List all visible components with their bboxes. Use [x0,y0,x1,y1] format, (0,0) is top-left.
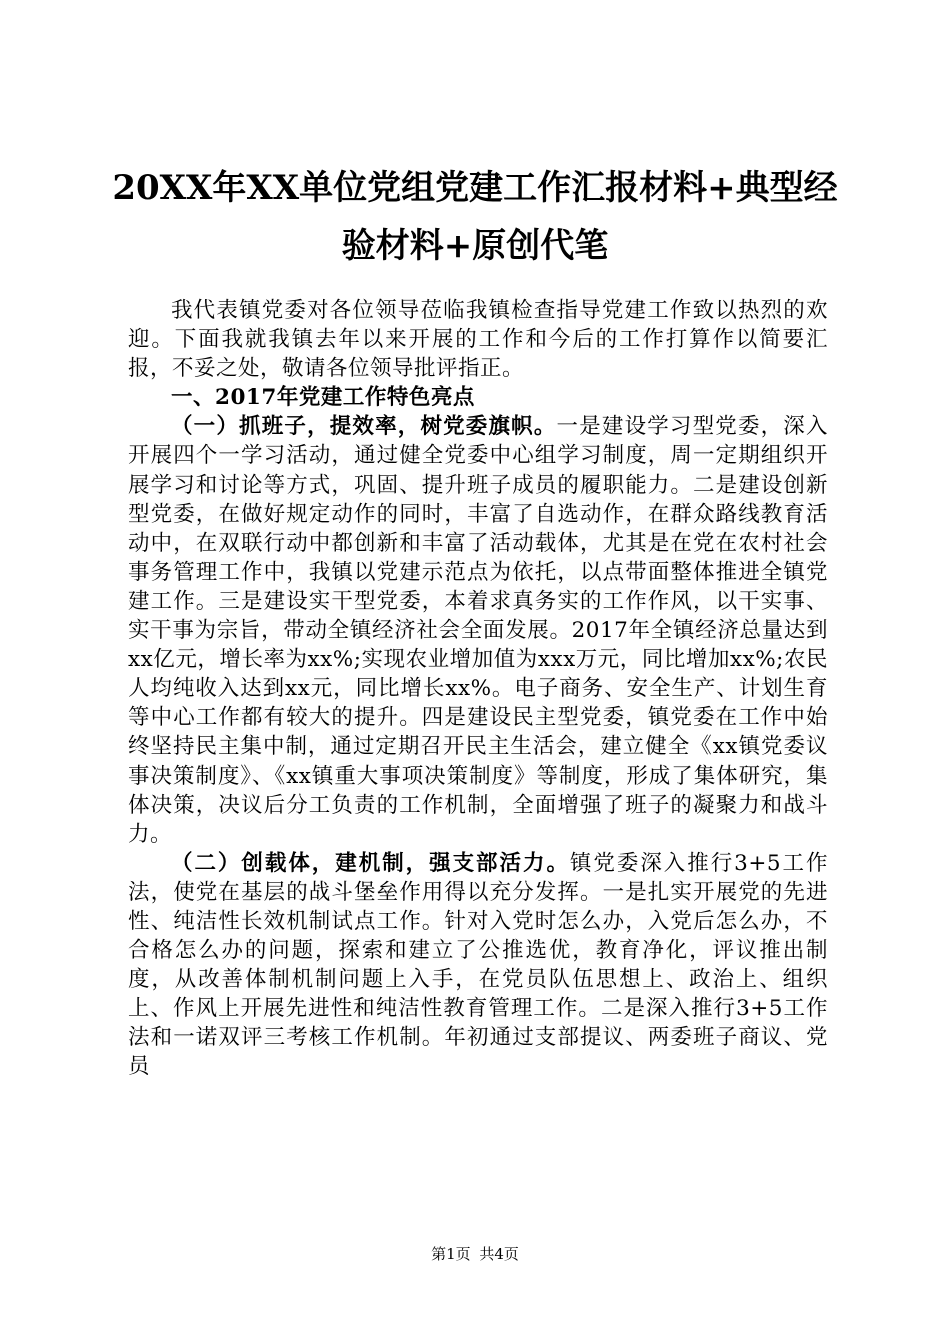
page-footer [0,1244,950,1264]
page-total: 共4页 [479,1245,519,1263]
section-heading: 一、2017年党建工作特色亮点 [171,385,475,411]
intro-paragraph: 我代表镇党委对各位领导莅临我镇检查指导党建工作致以热烈的欢迎。下面我就我镇去年以来开展的工作和今后的工作打算作以简要汇报，不妥之处，敬请各位领导批评指正。 [128,298,828,382]
paragraph-1-body: 一是建设学习型党委，深入开展四个一学习活动，通过健全党委中心组学习制度，周一定期组织开展学习和讨论等方式，巩固、提升班子成员的履职能力。二是建设创新型党委，在做好规定动作的同时，丰富了自选动作，在群众路线教育活动中，在双联行动中都创新和丰富了活动载体，尤其是在党在农村社会事务管理工作中，我镇以党建示范点为依托，以点带面整体推进全镇党建工作。三是建设实干型党委，本着求真务实的工作作风，以干实事、实干事为宗旨，带动全镇经济社会全面发展。2017年全镇经济总量达到xx亿元，增长率为xx%;实现农业增加值为xxx万元，同比增加xx%;农民人均纯收入达到xx元，同比增长xx%。电子商务、安全生产、计划生育等中心工作都有较大的提升。四是建设民主型党委，镇党委在工作中始终坚持民主集中制，通过定期召开民主生活会，建立健全《xx镇党委议事决策制度》、《xx镇重大事项决策制度》等制度，形成了集体研究，集体决策，决议后分工负责的工作机制，全面增强了班子的凝聚力和战斗力。 [128,414,828,847]
page-number: 第1页 [431,1245,471,1263]
document-title-line-2: 验材料+原创代笔 [341,226,609,266]
paragraph-2 [128,849,828,1082]
paragraph-2-body: 镇党委深入推行3+5工作法，使党在基层的战斗堡垒作用得以充分发挥。一是扎实开展党的先进性、纯洁性长效机制试点工作。针对入党时怎么办，入党后怎么办，不合格怎么办的问题，探索和建立了公推选优，教育净化，评议推出制度，从改善体制机制问题上入手，在党员队伍思想上、政治上、组织上、作风上开展先进性和纯洁性教育管理工作。二是深入推行3+5工作法和一诺双评三考核工作机制。年初通过支部提议、两委班子商议、党员 [128,850,828,1080]
paragraph-1 [128,412,828,848]
document-title-line-1: 20XX年XX单位党组党建工作汇报材料+典型经 [112,168,838,208]
document-body [128,296,828,1082]
paragraph-2-lead: （二）创载体，建机制，强支部活力。 [171,850,570,876]
paragraph-1-lead: （一）抓班子，提效率，树党委旗帜。 [171,414,557,440]
